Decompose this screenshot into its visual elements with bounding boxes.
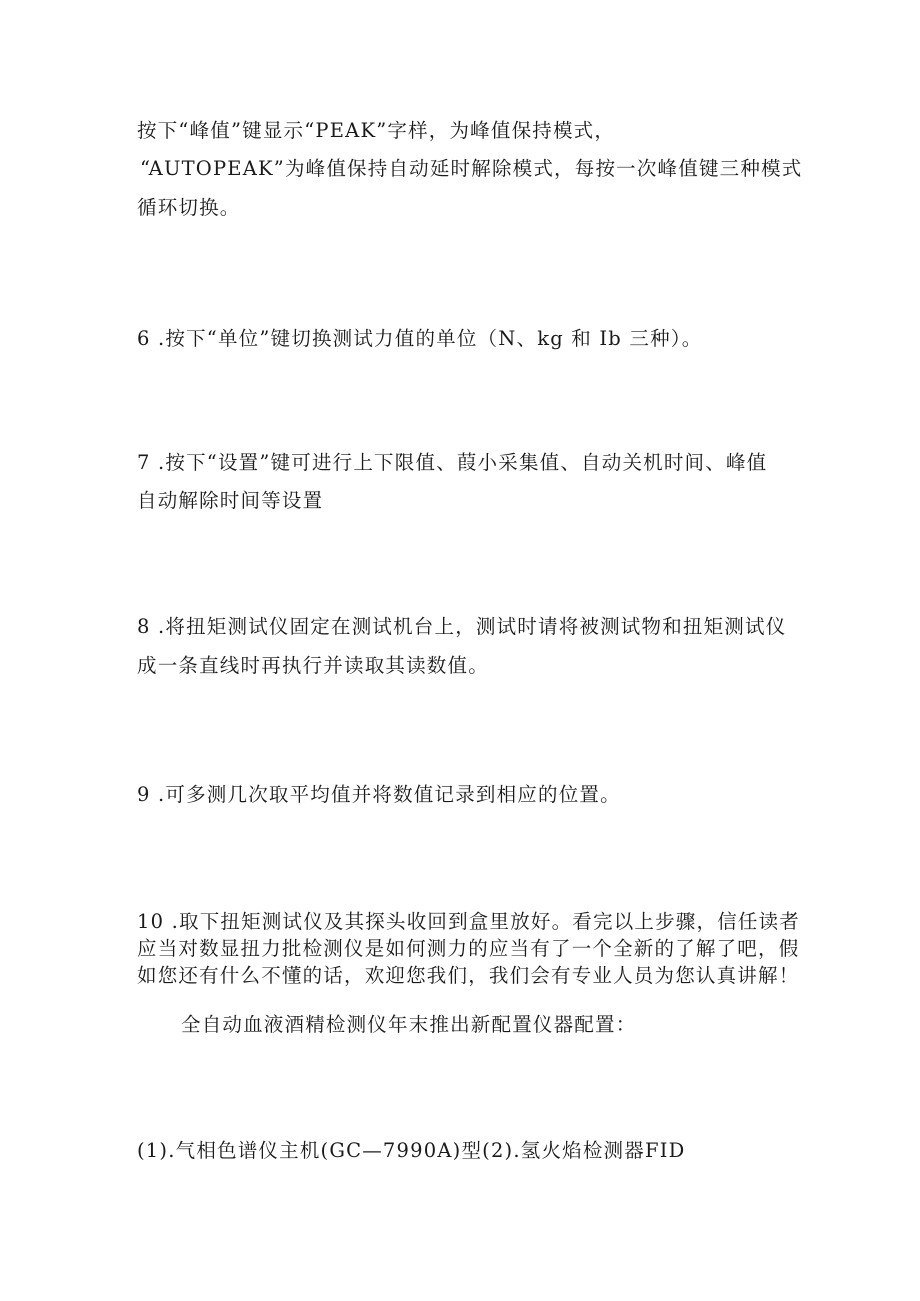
step-10-line-1: 10 .取下扭矩测试仪及其探头收回到盒里放好。看完以上步骤，信任读者 (137, 910, 801, 933)
config-intro-line: 全自动血液酒精检测仪年末推出新配置仪器配置： (181, 1013, 637, 1036)
step-7-line-1: 7 .按下“设置”键可进行上下限值、葭小采集值、自动关机时间、峰值 (137, 451, 768, 474)
step-6-line-1: 6 .按下“单位”键切换测试力值的单位（N、kg 和 Ib 三种）。 (137, 327, 703, 350)
paragraph-peak-line-2: “AUTOPEAK”为峰值保持自动延时解除模式，每按一次峰值键三种模式 (140, 157, 803, 180)
step-8-line-1: 8 .将扭矩测试仪固定在测试机台上，测试时请将被测试物和扭矩测试仪 (137, 615, 787, 638)
step-10-line-3: 如您还有什么不懂的话，欢迎您我们，我们会有专业人员为您认真讲解！ (137, 964, 800, 987)
config-items-line: (1).气相色谱仪主机(GC—7990A)型(2).氢火焰检测器FID (137, 1139, 686, 1162)
step-7-line-2: 自动解除时间等设置 (137, 489, 324, 512)
step-8-line-2: 成一条直线时再执行并读取其读数值。 (137, 654, 489, 677)
paragraph-peak-line-1: 按下“峰值”键显示“PEAK”字样，为峰值保持模式， (137, 119, 616, 142)
paragraph-peak-line-3: 循环切换。 (137, 196, 241, 219)
step-10-line-2: 应当对数显扭力批检测仪是如何测力的应当有了一个全新的了解了吧，假 (137, 937, 800, 960)
step-9-line-1: 9 .可多测几次取平均值并将数值记录到相应的位置。 (137, 783, 621, 806)
